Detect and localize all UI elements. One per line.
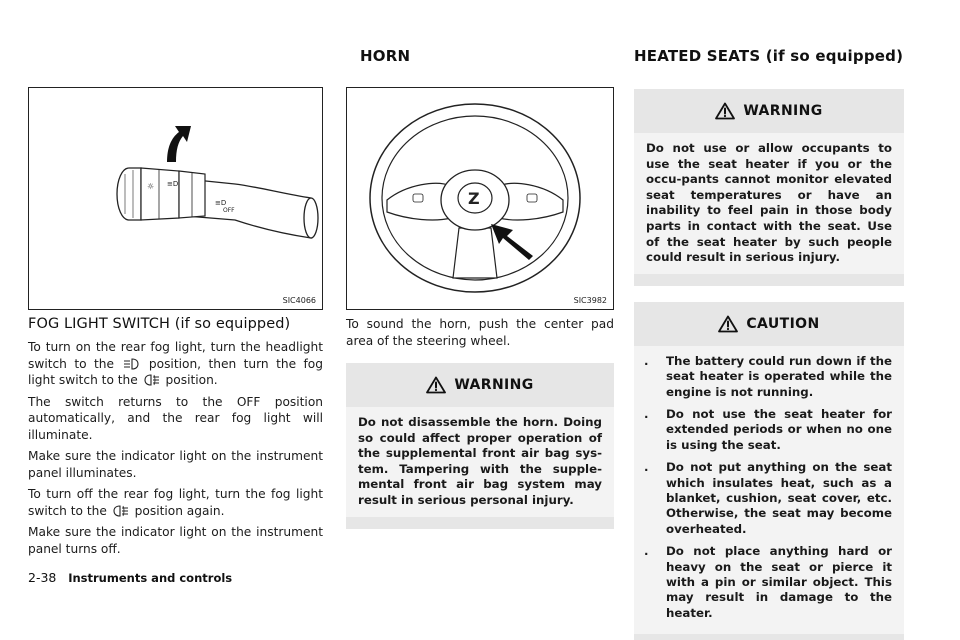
fog-light-paragraph-4 (28, 486, 323, 519)
caution-list (634, 346, 904, 635)
warning-title-text: WARNING (454, 377, 534, 393)
caution-title (634, 302, 904, 346)
heated-seats-warning-box (634, 89, 904, 286)
bullet: . (644, 460, 649, 475)
rear-fog-light-icon (113, 505, 129, 517)
caution-triangle-icon (718, 315, 738, 333)
bullet: . (644, 353, 649, 368)
caution-text: Do not place anything hard or heavy on the seat or pierce it with a pin or similar object. This may result in damage to the heater. (666, 544, 892, 620)
text-span: position, then turn the fog light switch to the (28, 356, 323, 387)
caution-item (644, 544, 892, 621)
warning-title-text: WARNING (743, 103, 823, 119)
horn-paragraph: To sound the horn, push the center pad area of the steering wheel. (346, 317, 614, 348)
fog-light-paragraph-3: Make sure the indicator light on the instrument panel illuminates. (28, 449, 323, 480)
fog-light-paragraph-2: The switch returns to the OFF position automatically, and the rear fog light will illuminate. (28, 394, 323, 442)
page-number: 2-38 (28, 570, 57, 585)
svg-text:☼: ☼ (147, 182, 155, 191)
rear-fog-light-icon (144, 374, 160, 386)
headlight-icon (123, 358, 139, 370)
warning-body: Do not disassemble the horn. Doing so could affect proper operation of the supplemental front air bag sys-tem. Tampering with the supple-mental front air bag system may result in serious personal injury. (346, 407, 614, 517)
section-name: Instruments and controls (68, 571, 233, 585)
fog-light-paragraph-5: Make sure the indicator light on the instrument panel turns off. (28, 525, 323, 556)
horn-section-header: HORN (360, 47, 411, 65)
fog-light-heading: FOG LIGHT SWITCH (if so equipped) (28, 316, 291, 332)
caution-item (644, 354, 892, 400)
warning-title (346, 363, 614, 407)
text-span: To turn on the rear fog light, turn the headlight switch to the (28, 340, 323, 371)
bullet: . (644, 406, 649, 421)
steering-wheel-illustration (347, 88, 613, 309)
text-span: position. (165, 373, 218, 387)
caution-text: Do not put anything on the seat which insulates heat, such as a blanket, cushion, seat cover, etc. Otherwise, the seat may become overheated. (666, 460, 892, 536)
svg-text:OFF: OFF (223, 207, 235, 214)
caution-item (644, 460, 892, 537)
fog-light-stalk-illustration (29, 88, 322, 309)
caution-text: Do not use the seat heater for extended periods or when no one is using the seat. (666, 406, 892, 452)
warning-triangle-icon (715, 102, 735, 120)
heated-seats-section-header: HEATED SEATS (if so equipped) (634, 47, 904, 65)
figure-id-label: SIC4066 (282, 296, 316, 305)
bullet: . (644, 544, 649, 559)
text-span: position again. (134, 503, 225, 518)
caution-text: The battery could run down if the seat heater is operated while the engine is not running. (666, 353, 892, 399)
warning-body: Do not use or allow occupants to use the seat heater if you or the occu-pants cannot monitor elevated seat temperatures or have an inability to feel pain in those body parts in contact with the seat. Use of the seat heater by such people could result in serious injury. (634, 133, 904, 274)
heated-seats-section (634, 89, 904, 640)
svg-text:≡D: ≡D (167, 180, 179, 188)
fog-light-switch-figure (28, 87, 323, 310)
figure-id-label: SIC3982 (573, 296, 607, 305)
horn-section (346, 316, 614, 529)
caution-title-text: CAUTION (746, 315, 820, 332)
steering-wheel-figure (346, 87, 614, 310)
svg-text:Z: Z (468, 189, 480, 208)
text-span: To turn off the rear fog light, turn the fog light switch to the (28, 487, 323, 518)
warning-triangle-icon (426, 376, 446, 394)
heated-seats-caution-box (634, 302, 904, 640)
horn-warning-box (346, 363, 614, 529)
fog-light-paragraph-1 (28, 339, 323, 389)
warning-title (634, 89, 904, 133)
caution-item (644, 407, 892, 453)
svg-text:≡D: ≡D (215, 199, 227, 207)
page-footer (28, 570, 232, 585)
fog-light-section (28, 316, 323, 562)
